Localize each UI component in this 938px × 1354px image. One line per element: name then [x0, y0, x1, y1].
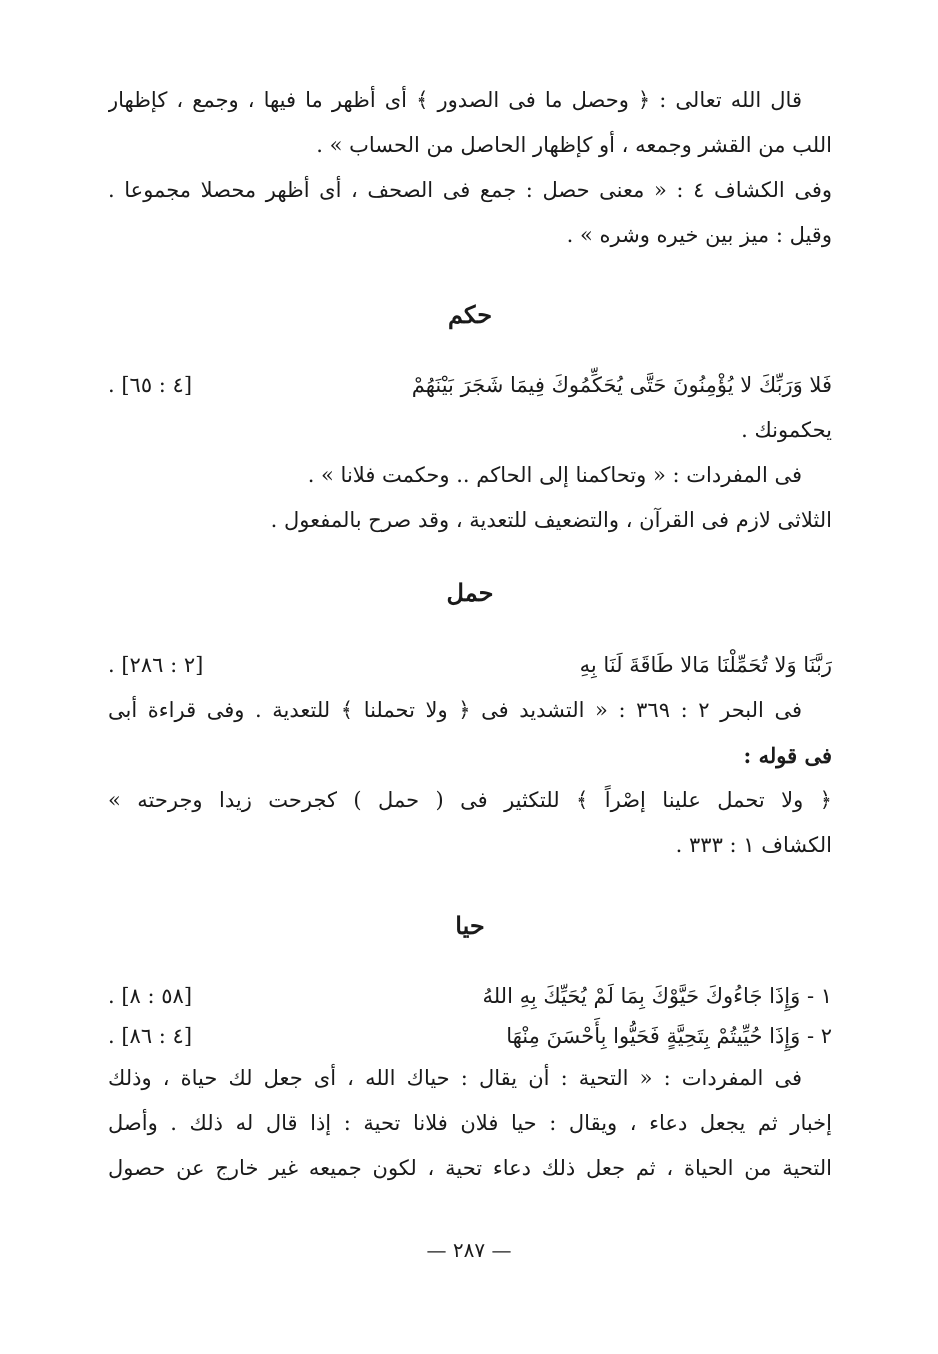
text-line: وقيل : ميز بين خيره وشره » .	[566, 223, 832, 247]
intro-block	[108, 78, 832, 258]
text-line: فى المفردات : « التحية : أن يقال : حياك الله ، أى جعل لك حياة ، وذلك	[108, 1066, 802, 1090]
text-line: فى قوله :	[743, 743, 832, 768]
section-heading: حيا	[455, 911, 485, 940]
verse-text: فَلا وَرَبِّكَ لا يُؤْمِنُونَ حَتَّى يُحَكِّمُوكَ فِيمَا شَجَرَ بَيْنَهُمْ	[411, 373, 832, 397]
section-heading: حكم	[447, 300, 493, 329]
text-line: قال الله تعالى : ﴿ وحصل ما فى الصدور ﴾ أى أظهر ما فيها ، وجمع ، كإظهار	[108, 88, 802, 112]
text-line: ﴿ ولا تحمل علينا إصْراً ﴾ للتكثير فى ( حمل ) كجرحت زيدا وجرحته »	[108, 788, 832, 812]
text-line: يحكمونك .	[741, 418, 832, 442]
text-line: فى المفردات : « وتحاكمنا إلى الحاكم .. وحكمت فلانا » .	[307, 463, 802, 487]
verse-reference: [٤ : ٨٦] .	[108, 1024, 193, 1048]
verse-text: رَبَّنَا وَلا تُحَمِّلْنَا مَالا طَاقَةَ لَنَا بِهِ	[579, 653, 832, 677]
section-heading: حمل	[446, 578, 494, 607]
section-hayya	[108, 906, 832, 1191]
text-line: الكشاف ١ : ٣٣٣ .	[675, 833, 832, 857]
quran-verse	[108, 363, 832, 408]
verse-reference: [٥٨ : ٨] .	[108, 984, 193, 1008]
text-line: التحية من الحياة ، ثم جعل ذلك دعاء تحية ، لكون جميعه غير خارج عن حصول	[108, 1156, 832, 1180]
quran-verse	[108, 1016, 832, 1056]
verse-text: ٢ - وَإِذَا حُيِّيتُمْ بِتَحِيَّةٍ فَحَيُّوا بِأَحْسَنَ مِنْهَا	[506, 1024, 832, 1048]
text-line: وفى الكشاف ٤ : « معنى حصل : جمع فى الصحف ، أى أظهر محصلا مجموعا .	[108, 178, 832, 202]
section-hukm	[108, 295, 832, 543]
quran-verse	[108, 643, 832, 688]
verse-reference: [٤ : ٦٥] .	[108, 373, 193, 397]
quran-verse	[108, 976, 832, 1016]
text-line: الثلاثى لازم فى القرآن ، والتضعيف للتعدية ، وقد صرح بالمفعول .	[270, 508, 832, 532]
text-line: فى البحر ٢ : ٣٦٩ : « التشديد فى ﴿ ولا تحملنا ﴾ للتعدية . وفى قراءة أبى	[108, 698, 802, 722]
text-line: إخبار ثم يجعل دعاء ، ويقال : حيا فلان فلانا تحية : إذا قال له ذلك . وأصل	[108, 1111, 832, 1135]
section-haml	[108, 573, 832, 868]
verse-reference: [٢ : ٢٨٦] .	[108, 653, 204, 677]
text-line: اللب من القشر وجمعه ، أو كإظهار الحاصل من الحساب » .	[316, 133, 832, 157]
page-body	[108, 78, 832, 1191]
page-number: — ٢٨٧ —	[426, 1238, 512, 1262]
verse-text: ١ - وَإِذَا جَاءُوكَ حَيَّوْكَ بِمَا لَمْ يُحَيِّكَ بِهِ اللهُ	[482, 984, 832, 1008]
